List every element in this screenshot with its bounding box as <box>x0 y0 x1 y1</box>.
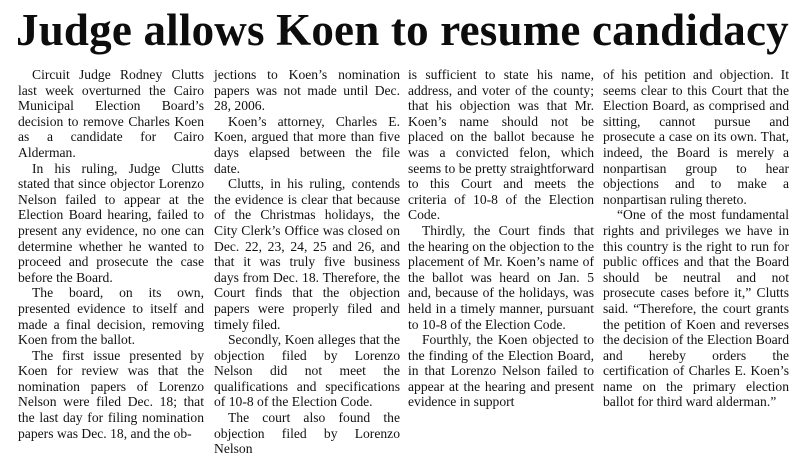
paragraph: Clutts, in his ruling, contends the evidence is clear that because of the Christmas holidays, the City Clerk’s Office was closed on Dec. 22, 23, 24, 25 and 26, and that it was truly five business days from Dec. 18. Therefore, the Court finds that the objection papers were properly filed and timely filed. <box>214 176 400 332</box>
paragraph: “One of the most fundamental rights and privileges we have in this country is the right to run for public offices and that the Board should be neutral and not prosecute cases before it,” Clutts said. “Therefore, the court grants the petition of Koen and reverses the decision of the Election Board and hereby orders the certification of Charles E. Koen’s name on the primary election ballot for third ward alderman.” <box>603 207 789 410</box>
paragraph-continued: is sufficient to state his name, address, and voter of the county; that his objection was that Mr. Koen’s name should not be placed on the ballot because he was a convicted felon, which seems to be pretty straightforward to this Court and meets the criteria of 10-8 of the Election Code. <box>408 67 594 223</box>
paragraph: Circuit Judge Rodney Clutts last week overturned the Cairo Municipal Election Board’s decision to remove Charles Koen as a candidate for Cairo Alderman. <box>18 67 204 160</box>
paragraph: Secondly, Koen alleges that the objection filed by Lorenzo Nelson did not meet the qualifications and specifications of 10-8 of the Election Code. <box>214 332 400 410</box>
paragraph: Fourthly, the Koen objected to the finding of the Election Board, in that Lorenzo Nelson failed to appear at the hearing and present evidence in support <box>408 332 594 410</box>
article-column-2 <box>214 67 400 457</box>
paragraph: The first issue presented by Koen for review was that the nomination papers of Lorenzo Nelson were filed Dec. 18; that the last day for filing nomination papers was Dec. 18, and the ob- <box>18 347 204 441</box>
headline: Judge allows Koen to resume candidacy <box>16 5 789 55</box>
paragraph-continued: of his petition and objection. It seems clear to this Court that the Election Board, as comprised and sitting, cannot pursue and prosecute a case on its own. That, indeed, the Board is merely a nonpartisan group to hear objections and to make a nonpartisan ruling thereto. <box>603 67 789 207</box>
paragraph: In his ruling, Judge Clutts stated that since objector Lorenzo Nelson failed to appear at the Election Board hearing, failed to present any evidence, no one can determine whether he wanted to proceed and prosecute the case before the Board. <box>18 160 204 285</box>
article-column-4 <box>603 67 789 410</box>
paragraph: The court also found the objection filed by Lorenzo Nelson <box>214 410 400 457</box>
paragraph: The board, on its own, presented evidence to itself and made a final decision, removing Koen from the ballot. <box>18 285 204 348</box>
paragraph-continued: jections to Koen’s nomination papers was not made until Dec. 28, 2006. <box>214 67 400 114</box>
article-column-3 <box>408 67 594 410</box>
article-column-1 <box>18 67 204 441</box>
paragraph: Koen’s attorney, Charles E. Koen, argued that more than five days elapsed between the file date. <box>214 113 400 176</box>
paragraph: Thirdly, the Court finds that the hearing on the objection to the placement of Mr. Koen’s name of the ballot was heard on Jan. 5 and, because of the holidays, was held in a timely manner, pursuant to 10-8 of the Election Code. <box>408 222 594 332</box>
